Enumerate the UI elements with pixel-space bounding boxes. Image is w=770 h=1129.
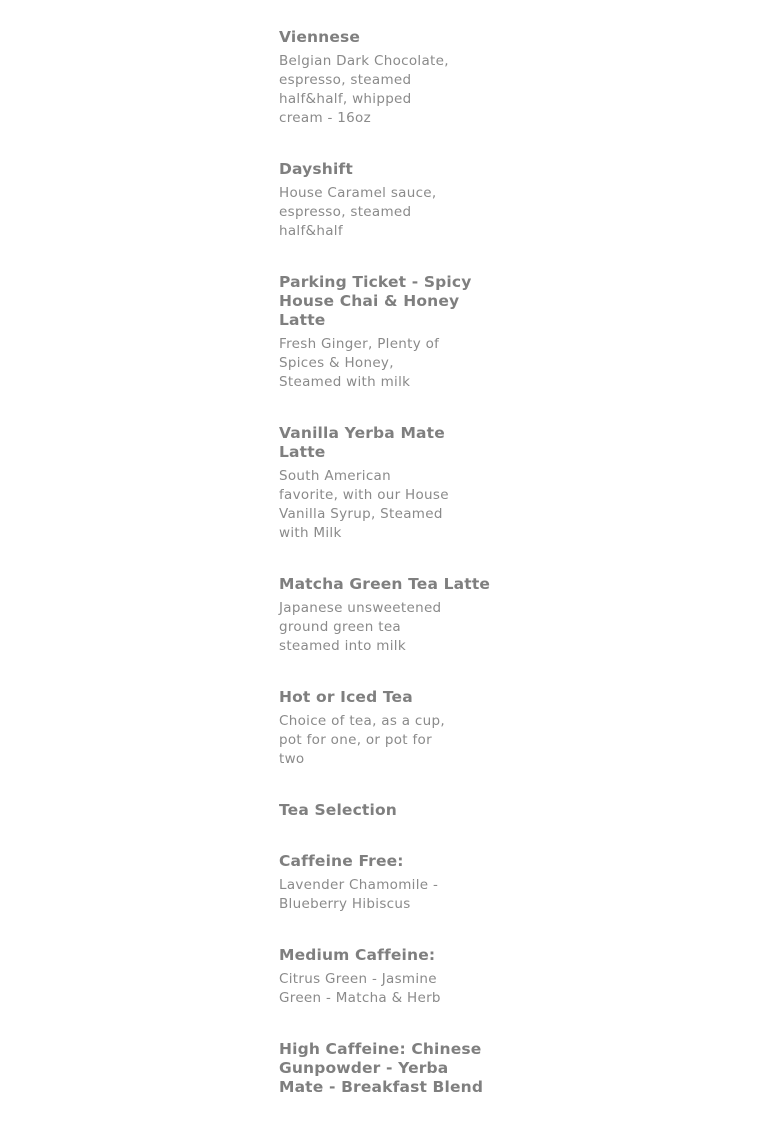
menu-item-description: House Caramel sauce, espresso, steamed half&half xyxy=(279,185,437,239)
menu-item-title: Hot or Iced Tea xyxy=(279,688,413,706)
menu-list xyxy=(279,28,499,1129)
menu-item-high-caffeine xyxy=(279,1040,499,1097)
menu-item-viennese xyxy=(279,28,499,128)
menu-item-description: Japanese unsweetened ground green tea steamed into milk xyxy=(279,600,442,654)
menu-item-title: Matcha Green Tea Latte xyxy=(279,575,491,593)
menu-item-caffeine-free xyxy=(279,852,499,914)
menu-item-title: Vanilla Yerba Mate Latte xyxy=(279,424,445,461)
menu-item-title: Dayshift xyxy=(279,160,353,178)
menu-item-medium-caffeine xyxy=(279,946,499,1008)
menu-item-matcha-green-tea-latte xyxy=(279,575,499,656)
menu-item-tea-selection xyxy=(279,801,499,820)
menu-item-title: Caffeine Free: xyxy=(279,852,404,870)
menu-item-description: Choice of tea, as a cup, pot for one, or pot for two xyxy=(279,713,445,767)
menu-item-description: Lavender Chamomile - Blueberry Hibiscus xyxy=(279,877,439,912)
menu-item-description: Citrus Green - Jasmine Green - Matcha & Herb xyxy=(279,971,441,1006)
menu-item-title: Tea Selection xyxy=(279,801,397,819)
menu-item-title: Viennese xyxy=(279,28,361,46)
menu-item-description: South American favorite, with our House Vanilla Syrup, Steamed with Milk xyxy=(279,468,449,541)
menu-item-title: High Caffeine: Chinese Gunpowder - Yerba Mate - Breakfast Blend xyxy=(279,1040,484,1096)
menu-item-dayshift xyxy=(279,160,499,241)
menu-item-description: Belgian Dark Chocolate, espresso, steamed half&half, whipped cream - 16oz xyxy=(279,53,449,126)
menu-item-title: Parking Ticket - Spicy House Chai & Honey Latte xyxy=(279,273,472,329)
menu-item-title: Medium Caffeine: xyxy=(279,946,436,964)
menu-item-hot-or-iced-tea xyxy=(279,688,499,769)
menu-item-description: Fresh Ginger, Plenty of Spices & Honey, Steamed with milk xyxy=(279,336,440,390)
menu-item-vanilla-yerba-mate-latte xyxy=(279,424,499,543)
menu-item-parking-ticket xyxy=(279,273,499,392)
